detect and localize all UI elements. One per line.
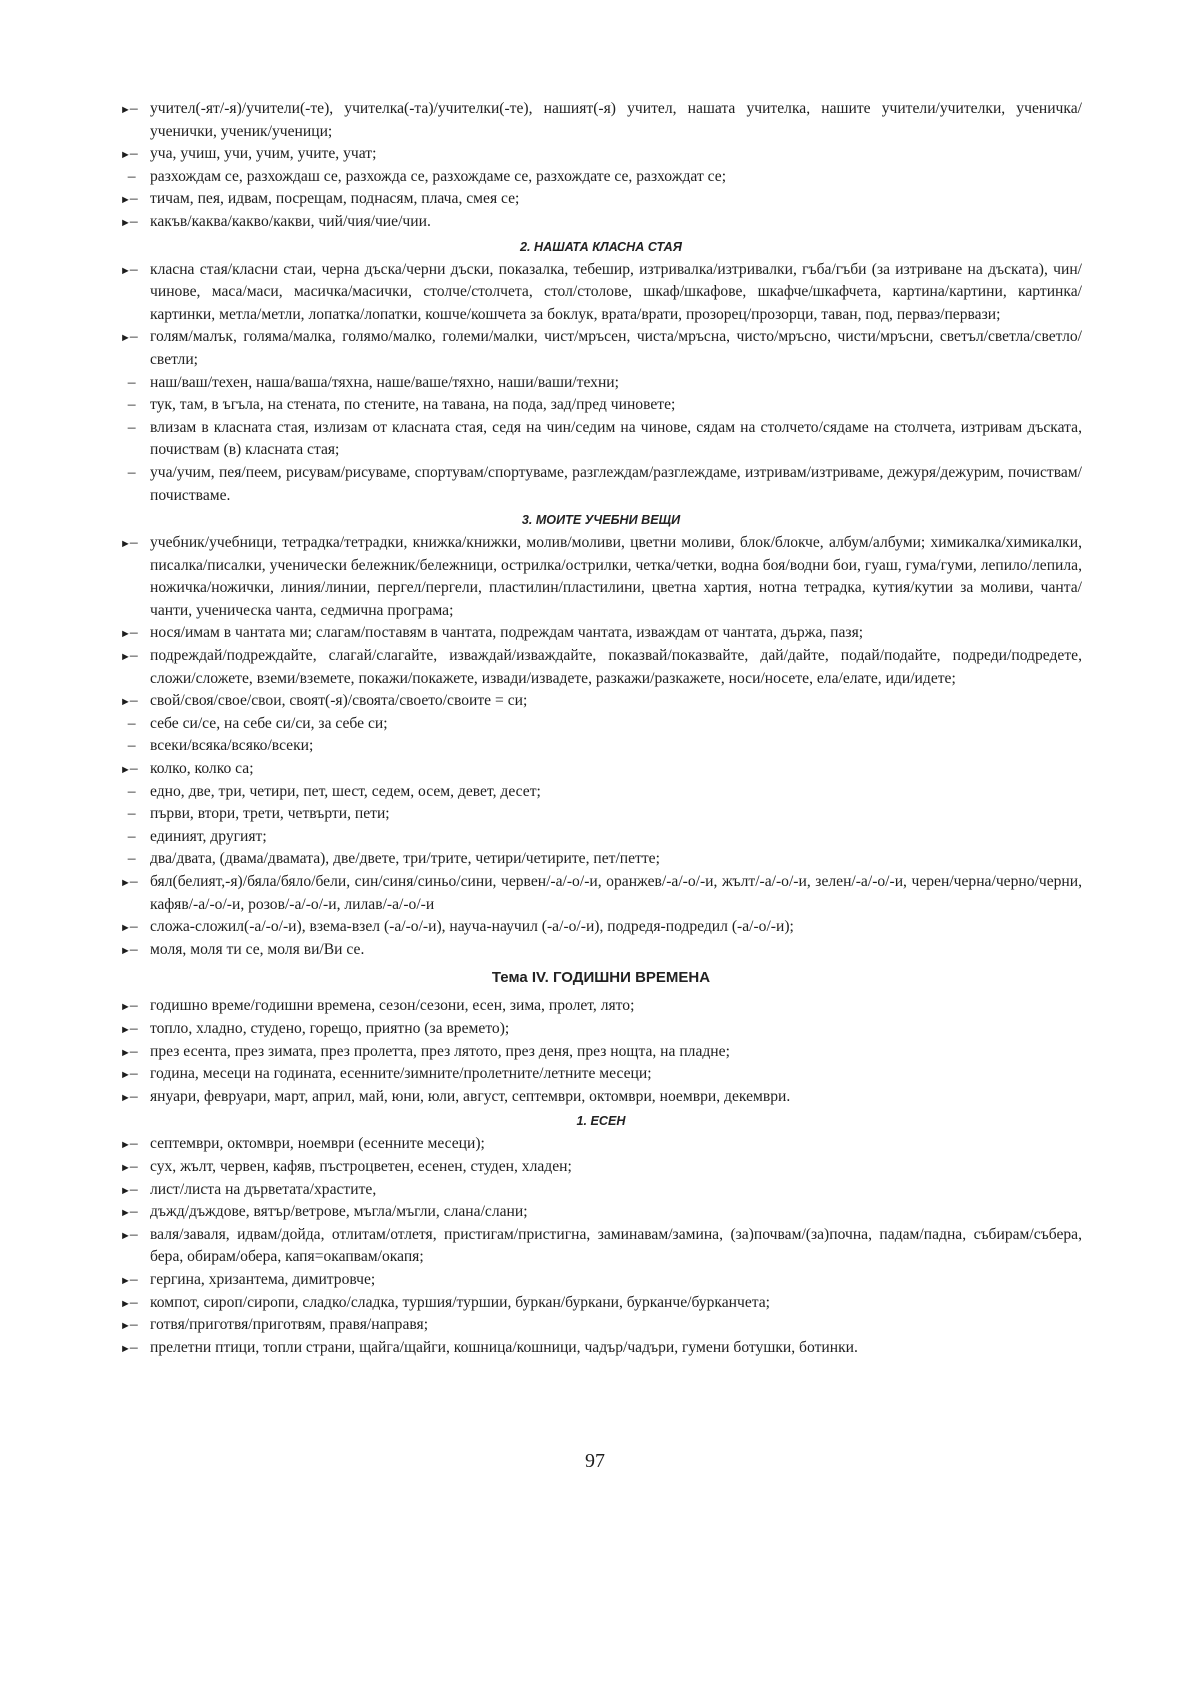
dash-marker: – — [120, 167, 136, 185]
arrow-bullet-icon: ►– — [120, 647, 138, 665]
vocabulary-item — [120, 98, 1082, 143]
item-text: прелетни птици, топли страни, щайга/щайги, кошница/кошници, чадър/чадъри, гумени ботушки, ботинки. — [150, 1338, 858, 1356]
vocabulary-item — [120, 1133, 1082, 1156]
vocabulary-item — [120, 394, 1082, 417]
item-text: голям/малък, голяма/малка, голямо/малко, големи/малки, чист/мръсен, чиста/мръсна, чисто/мръсно, чисти/мръсни, светъл/светла/светло/светли; — [150, 328, 1082, 368]
vocabulary-item — [120, 1041, 1082, 1064]
vocabulary-item — [120, 1086, 1082, 1109]
item-text: единият, другият; — [150, 827, 267, 845]
vocabulary-item — [120, 462, 1082, 507]
item-text: януари, февруари, март, април, май, юни, юли, август, септември, октомври, ноември, декември. — [150, 1087, 791, 1105]
vocabulary-item — [120, 1314, 1082, 1337]
arrow-bullet-icon: ►– — [120, 1293, 138, 1311]
item-text: тичам, пея, идвам, посрещам, поднасям, плача, смея се; — [150, 190, 520, 208]
arrow-bullet-icon: ►– — [120, 212, 138, 230]
vocabulary-item — [120, 848, 1082, 871]
item-text: валя/заваля, идвам/дойда, отлитам/отлетя, пристигам/пристигна, заминавам/замина, (за)почвам/(за)почна, падам/падна, събирам/събера, бера, обирам/обера, капя=окапвам/окапя; — [150, 1225, 1082, 1266]
item-text: тук, там, в ъгъла, на стената, по стените, на тавана, на пода, зад/пред чиновете; — [150, 396, 676, 414]
arrow-bullet-icon: ►– — [120, 1180, 138, 1198]
vocabulary-item — [120, 781, 1082, 804]
item-text: нося/имам в чантата ми; слагам/поставям в чантата, подреждам чантата, изваждам от чантата, държа, пазя; — [150, 624, 864, 642]
item-text: всеки/всяка/всяко/всеки; — [150, 737, 314, 755]
arrow-bullet-icon: ►– — [120, 1135, 138, 1153]
item-text: разхождам се, разхождаш се, разхожда се, разхождаме се, разхождате се, разхождат се; — [150, 167, 727, 185]
arrow-bullet-icon: ►– — [120, 190, 138, 208]
arrow-bullet-icon: ►– — [120, 1225, 138, 1243]
item-text: бял(белият,-я)/бяла/бяло/бели, син/синя/синьо/сини, червен/-а/-о/-и, оранжев/-а/-о/-и, жълт/-а/-о/-и, зелен/-а/-о/-и, черен/черна/черно/черни, кафяв/-а/-о/-и, розов/-а/-о/-и, лилав/-а/-о/-и — [150, 873, 1082, 913]
arrow-bullet-icon: ►– — [120, 328, 138, 346]
vocabulary-item — [120, 143, 1082, 166]
vocabulary-item — [120, 645, 1082, 690]
item-text: готвя/приготвя/приготвям, правя/направя; — [150, 1316, 429, 1334]
vocabulary-item — [120, 1156, 1082, 1179]
vocabulary-item — [120, 1201, 1082, 1224]
item-text: гергина, хризантема, димитровче; — [150, 1270, 376, 1288]
vocabulary-item — [120, 622, 1082, 645]
dash-marker: – — [120, 463, 136, 481]
item-text: едно, две, три, четири, пет, шест, седем, осем, девет, десет; — [150, 782, 541, 800]
arrow-bullet-icon: ►– — [120, 260, 138, 278]
vocabulary-item — [120, 166, 1082, 189]
item-text: подреждай/подреждайте, слагай/слагайте, изваждай/изваждайте, показвай/показвайте, дай/дайте, подай/подайте, подреди/подредете, сложи/сложете, вземи/вземете, покажи/покажете, извади/извадете, разкажи/разкажете, носи/носете, ела/елате, иди/идете; — [150, 647, 1082, 687]
vocabulary-item — [120, 1224, 1082, 1269]
arrow-bullet-icon: ►– — [120, 918, 138, 936]
arrow-bullet-icon: ►– — [120, 1019, 138, 1037]
arrow-bullet-icon: ►– — [120, 940, 138, 958]
arrow-bullet-icon: ►– — [120, 1203, 138, 1221]
vocabulary-item — [120, 1337, 1082, 1360]
dash-marker: – — [120, 850, 136, 868]
item-text: колко, колко са; — [150, 760, 254, 778]
item-text: два/двата, (двама/двамата), две/двете, три/трите, четири/четирите, пет/петте; — [150, 850, 660, 868]
vocabulary-item — [120, 1018, 1082, 1041]
vocabulary-item — [120, 188, 1082, 211]
section-heading: 1. ЕСЕН — [576, 1114, 626, 1129]
item-text: моля, моля ти се, моля ви/Ви се. — [150, 940, 365, 958]
item-text: годишно време/годишни времена, сезон/сезони, есен, зима, пролет, лято; — [150, 997, 635, 1015]
item-text: уча/учим, пея/пеем, рисувам/рисуваме, спортувам/спортуваме, разглеждам/разглеждаме, изтривам/изтриваме, дежуря/дежурим, почиствам/почистваме. — [150, 463, 1082, 504]
dash-marker: – — [120, 373, 136, 391]
vocabulary-item — [120, 372, 1082, 395]
dash-marker: – — [120, 827, 136, 845]
vocabulary-item — [120, 826, 1082, 849]
vocabulary-item — [120, 803, 1082, 826]
item-text: уча, учиш, учи, учим, учите, учат; — [150, 145, 377, 163]
arrow-bullet-icon: ►– — [120, 100, 138, 117]
arrow-bullet-icon: ►– — [120, 1042, 138, 1060]
dash-marker: – — [120, 396, 136, 414]
vocabulary-item — [120, 417, 1082, 462]
item-text: учител(-ят/-я)/учители(-те), учителка(-та)/учителки(-те), нашият(-я) учител, нашата учителка, нашите учители/учителки, ученичка/ученички, ученик/ученици; — [150, 100, 1082, 140]
theme-title: Тема IV. ГОДИШНИ ВРЕМЕНА — [491, 969, 711, 987]
arrow-bullet-icon: ►– — [120, 624, 138, 642]
vocabulary-item — [120, 735, 1082, 758]
item-text: сух, жълт, червен, кафяв, пъстроцветен, есенен, студен, хладен; — [150, 1157, 572, 1175]
dash-marker: – — [120, 737, 136, 755]
vocabulary-item — [120, 211, 1082, 234]
dash-marker: – — [120, 418, 136, 436]
vocabulary-item — [120, 758, 1082, 781]
vocabulary-item — [120, 871, 1082, 916]
arrow-bullet-icon: ►– — [120, 760, 138, 778]
item-text: септември, октомври, ноември (есенните месеци); — [150, 1135, 485, 1153]
item-text: наш/ваш/техен, наша/ваша/тяхна, наше/ваше/тяхно, наши/ваши/техни; — [150, 373, 619, 391]
item-text: лист/листа на дърветата/храстите, — [150, 1180, 377, 1198]
dash-marker: – — [120, 782, 136, 800]
arrow-bullet-icon: ►– — [120, 1316, 138, 1334]
item-text: първи, втори, трети, четвърти, пети; — [150, 805, 390, 823]
vocabulary-item — [120, 939, 1082, 962]
arrow-bullet-icon: ►– — [120, 534, 138, 552]
section-heading: 2. НАШАТА КЛАСНА СТАЯ — [520, 239, 682, 254]
arrow-bullet-icon: ►– — [120, 145, 138, 163]
dash-marker: – — [120, 714, 136, 732]
item-text: през есента, през зимата, през пролетта, през лятото, през деня, през нощта, на пладне; — [150, 1042, 730, 1060]
vocabulary-item — [120, 259, 1082, 327]
item-text: влизам в класната стая, излизам от класната стая, седя на чин/седим на чинове, сядам на столчето/сядаме на столчета, изтривам дъската, почиствам (в) класната стая; — [150, 418, 1082, 459]
item-text: компот, сироп/сиропи, сладко/сладка, туршия/туршии, буркан/буркани, бурканче/бурканчета; — [150, 1293, 771, 1311]
item-text: свой/своя/свое/свои, своят(-я)/своята/своето/своите = си; — [150, 692, 528, 710]
arrow-bullet-icon: ►– — [120, 1065, 138, 1083]
vocabulary-item — [120, 1179, 1082, 1202]
vocabulary-item — [120, 690, 1082, 713]
arrow-bullet-icon: ►– — [120, 1157, 138, 1175]
section-heading: 3. МОИТЕ УЧЕБНИ ВЕЩИ — [521, 513, 681, 528]
item-text: година, месеци на годината, есенните/зимните/пролетните/летните месеци; — [150, 1065, 652, 1083]
vocabulary-item — [120, 995, 1082, 1018]
item-text: себе си/се, на себе си/си, за себе си; — [150, 714, 388, 732]
item-text: какъв/каква/какво/какви, чий/чия/чие/чии. — [150, 212, 431, 230]
item-text: учебник/учебници, тетрадка/тетрадки, книжка/книжки, молив/моливи, цветни моливи, блок/блокче, албум/албуми; химикалка/химикалки, писалка/писалки, ученически бележник/бележници, острилка/острилки, четка/четки, водна боя/водни бои, гуаш, гума/гуми, лепило/лепила, ножичка/ножички, линия/линии, пергел/пергели, пластилин/пластилини, цветна хартия, нотна тетрадка, кутия/кутии за моливи, чанта/чанти, ученическа чанта, седмична програма; — [150, 534, 1082, 619]
item-text: дъжд/дъждове, вятър/ветрове, мъгла/мъгли, слана/слани; — [150, 1203, 528, 1221]
arrow-bullet-icon: ►– — [120, 997, 138, 1015]
vocabulary-item — [120, 916, 1082, 939]
arrow-bullet-icon: ►– — [120, 873, 138, 890]
vocabulary-item — [120, 1063, 1082, 1086]
dash-marker: – — [120, 805, 136, 823]
vocabulary-list — [120, 98, 1082, 1359]
arrow-bullet-icon: ►– — [120, 1087, 138, 1105]
vocabulary-item — [120, 326, 1082, 371]
vocabulary-item — [120, 713, 1082, 736]
vocabulary-item — [120, 1292, 1082, 1315]
arrow-bullet-icon: ►– — [120, 1270, 138, 1288]
arrow-bullet-icon: ►– — [120, 1338, 138, 1356]
item-text: сложа-сложил(-а/-о/-и), взема-взел (-а/-о/-и), науча-научил (-а/-о/-и), подредя-подредил (-а/-о/-и); — [150, 918, 794, 936]
vocabulary-item — [120, 532, 1082, 622]
item-text: топло, хладно, студено, горещо, приятно (за времето); — [150, 1019, 510, 1037]
vocabulary-item — [120, 1269, 1082, 1292]
page-number: 97 — [585, 1450, 605, 1472]
arrow-bullet-icon: ►– — [120, 692, 138, 710]
item-text: класна стая/класни стаи, черна дъска/черни дъски, показалка, тебешир, изтривалка/изтривалки, гъба/гъби (за изтриване на дъската), чин/чинове, маса/маси, масичка/масички, столче/столчета, стол/столове, шкаф/шкафове, шкафче/шкафчета, картина/картини, картинка/картинки, метла/метли, лопатка/лопатки, кошче/кошчета за боклук, врата/врати, прозорец/прозорци, таван, под, перваз/первази; — [150, 260, 1082, 323]
